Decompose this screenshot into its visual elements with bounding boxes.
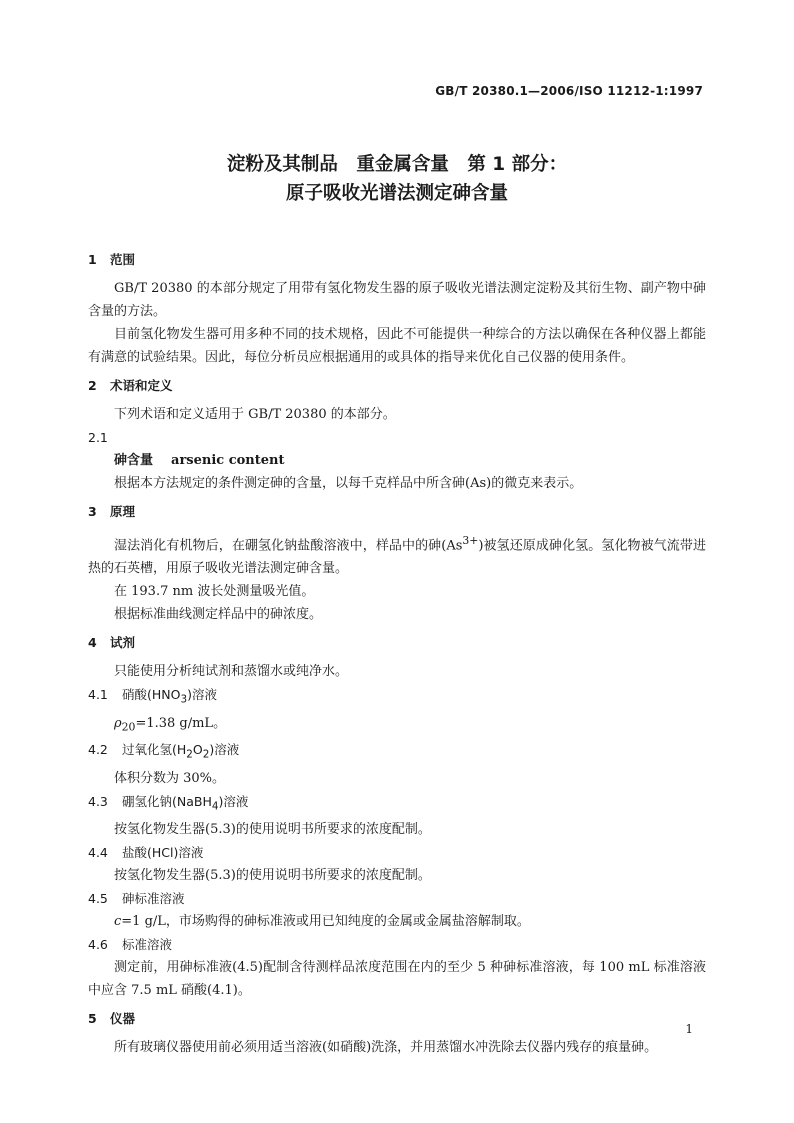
subsection-number: 4.5 bbox=[88, 891, 108, 907]
reagent-title: 标准溶液 bbox=[122, 937, 173, 953]
section-heading-reagents bbox=[88, 631, 706, 654]
terms-intro: 下列术语和定义适用于 GB/T 20380 的本部分。 bbox=[114, 407, 396, 422]
subsection-number: 4.2 bbox=[88, 742, 108, 758]
section-title: 仪器 bbox=[110, 1011, 136, 1027]
reagent-4-2-desc: 体积分数为 30%。 bbox=[114, 770, 226, 786]
reagent-4-3-heading bbox=[88, 790, 706, 819]
ion-charge-superscript: 3+ bbox=[462, 534, 479, 547]
reagent-title-b: )溶液 bbox=[209, 742, 240, 758]
reagent-title-mid: O bbox=[192, 742, 203, 758]
term-number: 2.1 bbox=[88, 430, 108, 445]
section-heading-principle bbox=[88, 500, 706, 523]
reagents-intro: 只能使用分析纯试剂和蒸馏水或纯净水。 bbox=[114, 664, 349, 680]
reagent-4-6-desc: 测定前，用砷标准液(4.5)配制含待测样品浓度范围在内的至少 5 种砷标准溶液，每 100 mL 标准溶液中应含 7.5 mL 硝酸(4.1)。 bbox=[88, 960, 706, 999]
subscript: 4 bbox=[211, 800, 219, 813]
document-title bbox=[0, 150, 794, 208]
reagent-4-3-desc: 按氢化物发生器(5.3)的使用说明书所要求的浓度配制。 bbox=[114, 822, 431, 838]
section-title: 试剂 bbox=[110, 635, 136, 651]
reagent-4-4-heading bbox=[88, 841, 706, 864]
principle-paragraph-1 bbox=[88, 529, 706, 580]
section-number: 1 bbox=[88, 252, 97, 267]
term-english: arsenic content bbox=[171, 453, 285, 468]
principle-text-a: 湿法消化有机物后，在硼氢化钠盐酸溶液中，样品中的砷(As bbox=[114, 538, 463, 554]
subscript: 2 bbox=[186, 748, 193, 761]
reagent-title: 砷标准溶液 bbox=[122, 891, 185, 907]
reagent-4-2-heading bbox=[88, 738, 706, 767]
section-title: 术语和定义 bbox=[110, 378, 173, 393]
principle-paragraph-2: 在 193.7 nm 波长处测量吸光值。 bbox=[114, 584, 315, 600]
reagent-title-a: 过氧化氢(H bbox=[122, 742, 187, 758]
section-heading-scope bbox=[88, 248, 706, 271]
subscript: 3 bbox=[180, 693, 188, 706]
term-definition: 根据本方法规定的条件测定砷的含量，以每千克样品中所含砷(As)的微克来表示。 bbox=[114, 476, 583, 491]
reagent-4-4-desc: 按氢化物发生器(5.3)的使用说明书所要求的浓度配制。 bbox=[114, 868, 431, 884]
apparatus-paragraph-1: 所有玻璃仪器使用前必须用适当溶液(如硝酸)洗涤，并用蒸馏水冲洗除去仪器内残存的痕量砷。 bbox=[114, 1040, 658, 1056]
subsection-number: 4.6 bbox=[88, 937, 108, 953]
section-number: 2 bbox=[88, 378, 97, 393]
section-number: 4 bbox=[88, 635, 97, 651]
density-value: =1.38 g/mL。 bbox=[135, 715, 227, 731]
scope-paragraph-2: 目前氢化物发生器可用多种不同的技术规格，因此不可能提供一种综合的方法以确保在各种仪器上都能有满意的试验结果。因此，每位分析员应根据通用的或具体的指导来优化自己仪器的使用条件。 bbox=[88, 327, 706, 365]
reagent-title-a: 硼氢化钠(NaBH bbox=[122, 793, 212, 809]
reagent-title-b: )溶液 bbox=[218, 793, 249, 809]
reagent-4-5-heading bbox=[88, 887, 706, 910]
subscript: 2 bbox=[202, 748, 210, 761]
title-line-2: 原子吸收光谱法测定砷含量 bbox=[285, 183, 508, 204]
reagent-4-6-heading bbox=[88, 933, 706, 956]
section-number: 3 bbox=[88, 504, 97, 519]
reagent-4-1-desc bbox=[88, 712, 706, 739]
subscript: 20 bbox=[121, 720, 136, 734]
title-line-1: 淀粉及其制品 重金属含量 第 1 部分： bbox=[226, 154, 568, 175]
principle-paragraph-3: 根据标准曲线测定样品中的砷浓度。 bbox=[114, 607, 323, 623]
term-entry bbox=[88, 449, 706, 472]
density-symbol: ρ bbox=[114, 715, 122, 731]
subsection-number: 4.3 bbox=[88, 793, 108, 809]
reagent-title: 盐酸(HCl)溶液 bbox=[122, 845, 204, 861]
reagent-title-b: )溶液 bbox=[187, 687, 217, 703]
standard-code: GB/T 20380.1—2006/ISO 11212-1:1997 bbox=[435, 84, 703, 98]
subsection-number: 4.1 bbox=[88, 687, 108, 703]
page-number: 1 bbox=[685, 1022, 693, 1036]
section-heading-terms bbox=[88, 374, 706, 397]
reagent-title-a: 硝酸(HNO bbox=[122, 687, 181, 703]
section-title: 范围 bbox=[110, 252, 136, 267]
reagent-4-1-heading bbox=[88, 683, 706, 712]
concentration-text: =1 g/L，市场购得的砷标准液或用已知纯度的金属或金属盐溶解制取。 bbox=[121, 914, 530, 930]
section-number: 5 bbox=[88, 1011, 97, 1027]
reagent-4-5-desc bbox=[88, 910, 706, 933]
concentration-symbol: c bbox=[114, 914, 122, 930]
section-title: 原理 bbox=[110, 504, 136, 519]
subsection-number: 4.4 bbox=[88, 845, 108, 861]
document-body bbox=[88, 248, 706, 1059]
principle-text-b: )被氢还原成砷化氢。氢化物被气流带进热的石英槽，用原子吸收光谱法测定砷含量。 bbox=[88, 538, 706, 577]
scope-paragraph-1: GB/T 20380 的本部分规定了用带有氢化物发生器的原子吸收光谱法测定淀粉及其衍生物、副产物中砷含量的方法。 bbox=[88, 281, 706, 319]
section-heading-apparatus bbox=[88, 1007, 706, 1030]
term-chinese: 砷含量 bbox=[114, 453, 154, 468]
